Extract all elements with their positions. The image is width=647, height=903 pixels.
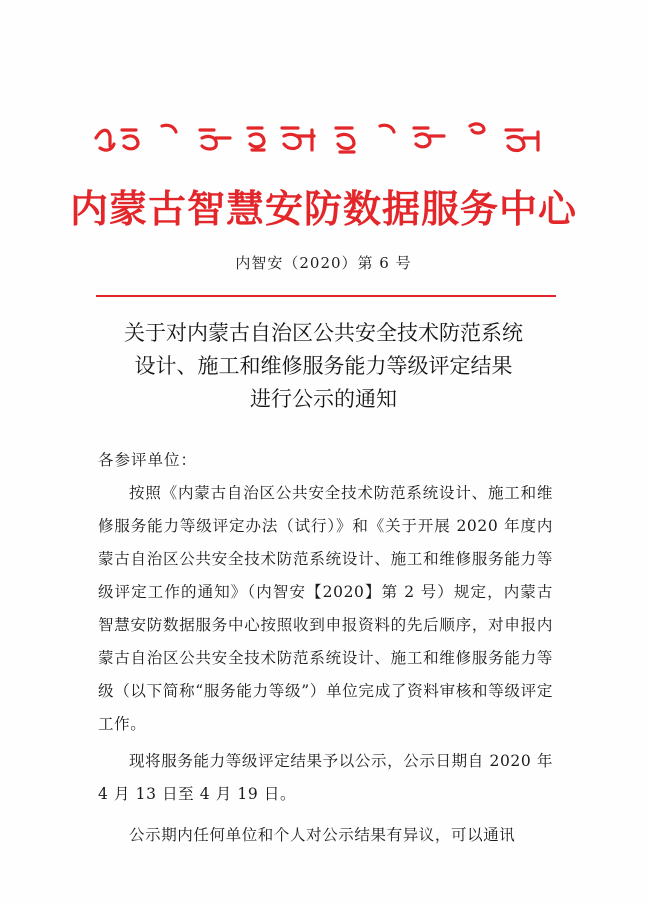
notice-title-line-3: 进行公示的通知 bbox=[250, 387, 397, 411]
mongolian-script-icon bbox=[92, 116, 557, 160]
notice-title-line-2: 设计、施工和维修服务能力等级评定结果 bbox=[134, 354, 513, 378]
paragraph-publicity-period: 现将服务能力等级评定结果予以公示，公示日期自 2020 年 4 月 13 日至 4 月 19 日。 bbox=[98, 752, 553, 803]
organization-name: 内蒙古智慧安防数据服务中心 bbox=[69, 186, 577, 231]
notice-title bbox=[0, 317, 647, 416]
red-divider-line bbox=[96, 295, 556, 297]
notice-title-line-1: 关于对内蒙古自治区公共安全技术防范系统 bbox=[124, 321, 523, 345]
paragraph-objection: 公示期内任何单位和个人对公示结果有异议，可以通讯 bbox=[129, 826, 516, 844]
document-number: 内智安（2020）第 6 号 bbox=[235, 254, 412, 272]
notice-body bbox=[98, 444, 553, 852]
paragraph-basis: 按照《内蒙古自治区公共安全技术防范系统设计、施工和维修服务能力等级评定办法（试行）》和《关于开展 2020 年度内蒙古自治区公共安全技术防范系统设计、施工和维修服务能力等级评定工作的通知》（内智安【2020】第 2 号）规定，内蒙古智慧安防数据服务中心按照收到申报资料的先后顺序，对申报内蒙古自治区公共安全技术防范系统设计、施工和维修服务能力等级（以下简称“服务能力等级”）单位完成了资料审核和等级评定工作。 bbox=[98, 484, 553, 733]
salutation: 各参评单位： bbox=[98, 451, 198, 469]
